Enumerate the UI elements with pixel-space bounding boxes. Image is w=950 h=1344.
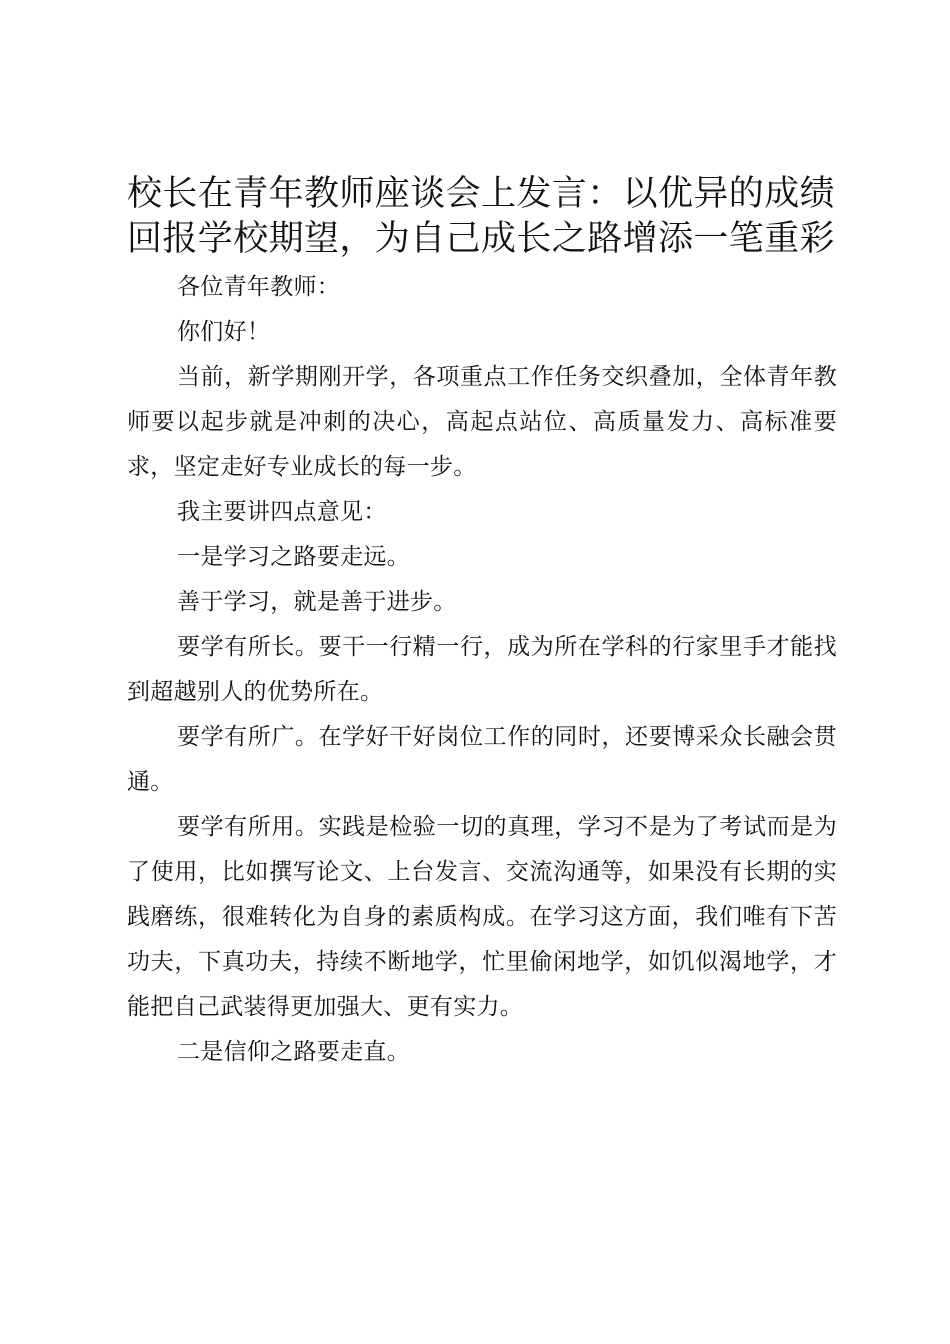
paragraph-greeting: 你们好！ xyxy=(177,319,271,345)
paragraph-point-two-heading: 二是信仰之路要走直。 xyxy=(177,1039,410,1065)
paragraph-point-one-heading: 一是学习之路要走远。 xyxy=(177,544,410,570)
paragraph-learn-specialty: 要学有所长。要干一行精一行，成为所在学科的行家里手才能找到超越别人的优势所在。 xyxy=(127,634,837,705)
paragraph-learn-application: 要学有所用。实践是检验一切的真理，学习不是为了考试而是为了使用，比如撰写论文、上台发言、交流沟通等，如果没有长期的实践磨练，很难转化为自身的素质构成。在学习这方面，我们唯有下苦功夫，下真功夫，持续不断地学，忙里偷闲地学，如饥似渴地学，才能把自己武装得更加强大、更有实力。 xyxy=(127,814,837,1020)
paragraph-outline: 我主要讲四点意见： xyxy=(177,499,387,525)
document-page xyxy=(127,172,837,1075)
document-title: 校长在青年教师座谈会上发言：以优异的成绩回报学校期望，为自己成长之路增添一笔重彩 xyxy=(127,174,836,259)
paragraph-point-one-lead: 善于学习，就是善于进步。 xyxy=(177,589,457,615)
paragraph-salutation: 各位青年教师： xyxy=(177,274,341,300)
document-body xyxy=(127,265,837,1075)
paragraph-intro: 当前，新学期刚开学，各项重点工作任务交织叠加，全体青年教师要以起步就是冲刺的决心，高起点站位、高质量发力、高标准要求，坚定走好专业成长的每一步。 xyxy=(127,364,837,480)
paragraph-learn-breadth: 要学有所广。在学好干好岗位工作的同时，还要博采众长融会贯通。 xyxy=(127,724,837,795)
